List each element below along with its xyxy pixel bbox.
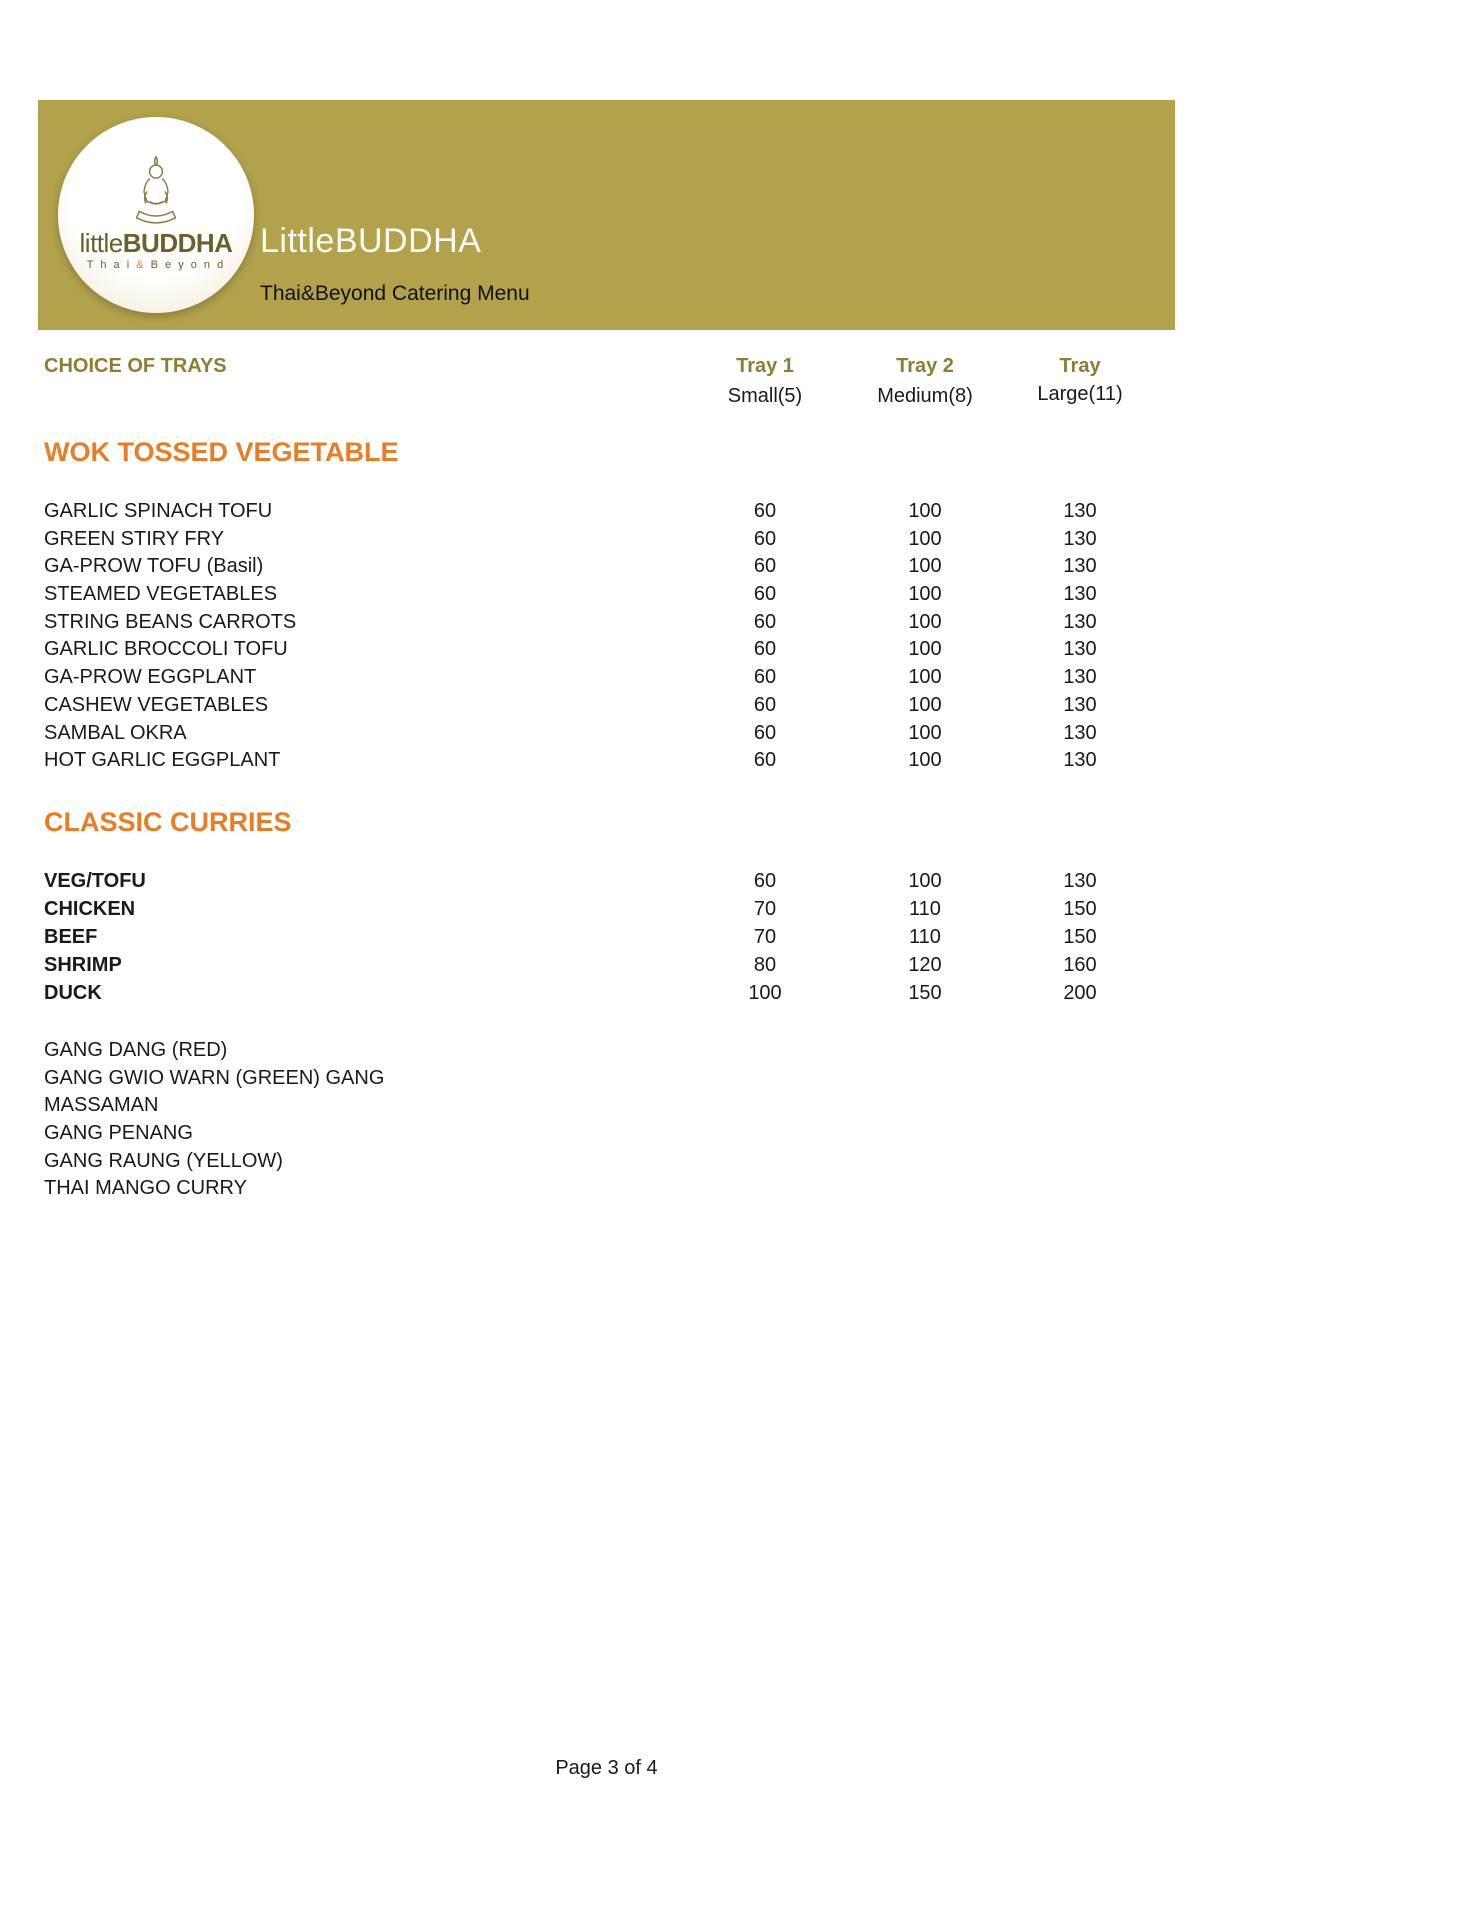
menu-item-name: STRING BEANS CARROTS xyxy=(44,610,297,633)
column-header-tray2 xyxy=(855,355,995,408)
price-value-tray3: 130 xyxy=(1063,500,1097,522)
menu-row xyxy=(0,664,1484,692)
menu-row xyxy=(0,951,1484,979)
price-value-tray3: 130 xyxy=(1063,610,1097,633)
price-value-tray3: 150 xyxy=(1063,926,1097,949)
price-value-tray1: 100 xyxy=(748,982,782,1005)
price-value-tray3: 130 xyxy=(1063,666,1097,689)
price-value-tray1: 60 xyxy=(753,749,777,772)
price-value-tray2: 100 xyxy=(908,500,942,522)
logo-brand-little: little xyxy=(79,227,123,258)
menu-row xyxy=(0,867,1484,895)
page-subtitle: Thai&Beyond Catering Menu xyxy=(260,282,530,305)
section-title-classic-curries: CLASSIC CURRIES xyxy=(44,807,292,837)
price-value-tray2: 120 xyxy=(908,954,942,977)
menu-row xyxy=(0,747,1484,775)
price-value-tray3: 130 xyxy=(1063,721,1097,744)
menu-row xyxy=(0,526,1484,554)
column-title: Tray xyxy=(1059,355,1101,377)
price-value-tray3: 160 xyxy=(1063,954,1097,977)
logo-tagline-ampersand: & xyxy=(136,258,146,271)
menu-row xyxy=(0,498,1484,526)
menu-row xyxy=(0,1037,1484,1065)
menu-row xyxy=(0,1120,1484,1148)
price-value-tray1: 60 xyxy=(753,500,777,522)
menu-item-name: GARLIC SPINACH TOFU xyxy=(44,500,273,522)
logo-brand-buddha: BUDDHA xyxy=(122,227,233,258)
menu-item-name: CASHEW VEGETABLES xyxy=(44,693,269,716)
menu-row xyxy=(0,720,1484,748)
price-value-tray3: 200 xyxy=(1063,982,1097,1005)
column-header-tray1 xyxy=(695,355,835,408)
curry-types-list xyxy=(0,1037,1484,1203)
logo-tagline-thai: T h a i xyxy=(86,258,132,271)
price-value-tray3: 130 xyxy=(1063,638,1097,661)
price-value-tray1: 70 xyxy=(753,898,777,921)
menu-item-name: CHICKEN xyxy=(44,898,136,921)
price-value-tray3: 130 xyxy=(1063,693,1097,716)
choice-of-trays-label: CHOICE OF TRAYS xyxy=(44,355,227,377)
curries-items-list xyxy=(0,867,1484,1007)
price-value-tray1: 60 xyxy=(753,693,777,716)
menu-item-name: GARLIC BROCCOLI TOFU xyxy=(44,638,288,661)
price-value-tray2: 100 xyxy=(908,638,942,661)
menu-row xyxy=(0,979,1484,1007)
price-value-tray2: 100 xyxy=(908,749,942,772)
menu-row xyxy=(0,1148,1484,1176)
menu-item-name: SHRIMP xyxy=(44,954,122,977)
logo-tagline-beyond: B e y o n d xyxy=(150,258,226,271)
column-size: Medium(8) xyxy=(877,385,973,407)
price-value-tray2: 100 xyxy=(908,721,942,744)
price-value-tray2: 110 xyxy=(909,898,941,921)
column-size: Small(5) xyxy=(727,385,803,407)
menu-item-name: VEG/TOFU xyxy=(44,870,146,892)
price-value-tray1: 60 xyxy=(753,555,777,578)
price-value-tray2: 100 xyxy=(908,527,942,550)
price-value-tray2: 100 xyxy=(908,693,942,716)
menu-row xyxy=(0,1065,1484,1093)
price-value-tray1: 80 xyxy=(753,954,777,977)
price-value-tray3: 130 xyxy=(1063,870,1097,892)
price-value-tray3: 130 xyxy=(1063,583,1097,606)
price-value-tray2: 100 xyxy=(908,666,942,689)
price-value-tray3: 150 xyxy=(1063,898,1097,921)
price-value-tray3: 130 xyxy=(1063,555,1097,578)
menu-row xyxy=(0,636,1484,664)
menu-row xyxy=(0,1092,1484,1120)
menu-item-name: SAMBAL OKRA xyxy=(44,721,187,744)
price-value-tray3: 130 xyxy=(1063,749,1097,772)
menu-item-name: HOT GARLIC EGGPLANT xyxy=(44,749,281,772)
menu-row xyxy=(0,1175,1484,1203)
page-title: LittleBUDDHA xyxy=(260,222,482,260)
price-value-tray2: 100 xyxy=(908,870,942,892)
header-band xyxy=(38,100,1175,330)
price-value-tray3: 130 xyxy=(1063,527,1097,550)
menu-item-name: GA-PROW TOFU (Basil) xyxy=(44,555,264,578)
menu-item-name: GANG PENANG xyxy=(44,1122,193,1145)
price-value-tray1: 60 xyxy=(753,583,777,606)
menu-item-name: DUCK xyxy=(44,982,102,1005)
menu-item-name: STEAMED VEGETABLES xyxy=(44,583,278,606)
price-value-tray2: 110 xyxy=(909,926,941,949)
column-title: Tray 1 xyxy=(736,355,794,377)
section-title-wok-tossed-vegetable: WOK TOSSED VEGETABLE xyxy=(44,437,399,467)
menu-item-name: MASSAMAN xyxy=(44,1094,159,1117)
price-value-tray2: 100 xyxy=(908,583,942,606)
column-header-tray3 xyxy=(1010,355,1150,406)
logo-brand xyxy=(79,227,233,258)
buddha-icon xyxy=(128,154,184,228)
price-value-tray1: 60 xyxy=(753,638,777,661)
price-value-tray1: 60 xyxy=(753,870,777,892)
menu-row xyxy=(0,609,1484,637)
price-value-tray1: 60 xyxy=(753,610,777,633)
menu-item-name: GANG DANG (RED) xyxy=(44,1039,228,1061)
price-value-tray1: 60 xyxy=(753,721,777,744)
menu-row xyxy=(0,692,1484,720)
menu-item-name: GANG GWIO WARN (GREEN) GANG xyxy=(44,1066,385,1089)
price-value-tray1: 70 xyxy=(753,926,777,949)
logo xyxy=(58,117,254,313)
page-number: Page 3 of 4 xyxy=(555,1757,658,1779)
menu-item-name: BEEF xyxy=(44,926,98,949)
menu-row xyxy=(0,923,1484,951)
menu-item-name: GANG RAUNG (YELLOW) xyxy=(44,1149,283,1172)
menu-row xyxy=(0,581,1484,609)
price-value-tray2: 150 xyxy=(908,982,942,1005)
price-value-tray2: 100 xyxy=(908,610,942,633)
price-value-tray1: 60 xyxy=(753,666,777,689)
menu-row xyxy=(0,553,1484,581)
price-value-tray2: 100 xyxy=(908,555,942,578)
menu-row xyxy=(0,895,1484,923)
column-title: Tray 2 xyxy=(896,355,954,377)
menu-item-name: GREEN STIRY FRY xyxy=(44,527,225,550)
price-value-tray1: 60 xyxy=(753,527,777,550)
menu-item-name: THAI MANGO CURRY xyxy=(44,1177,247,1200)
column-size: Large(11) xyxy=(1037,383,1123,405)
menu-item-name: GA-PROW EGGPLANT xyxy=(44,666,257,689)
logo-tagline xyxy=(87,259,225,271)
wok-items-list xyxy=(0,498,1484,775)
